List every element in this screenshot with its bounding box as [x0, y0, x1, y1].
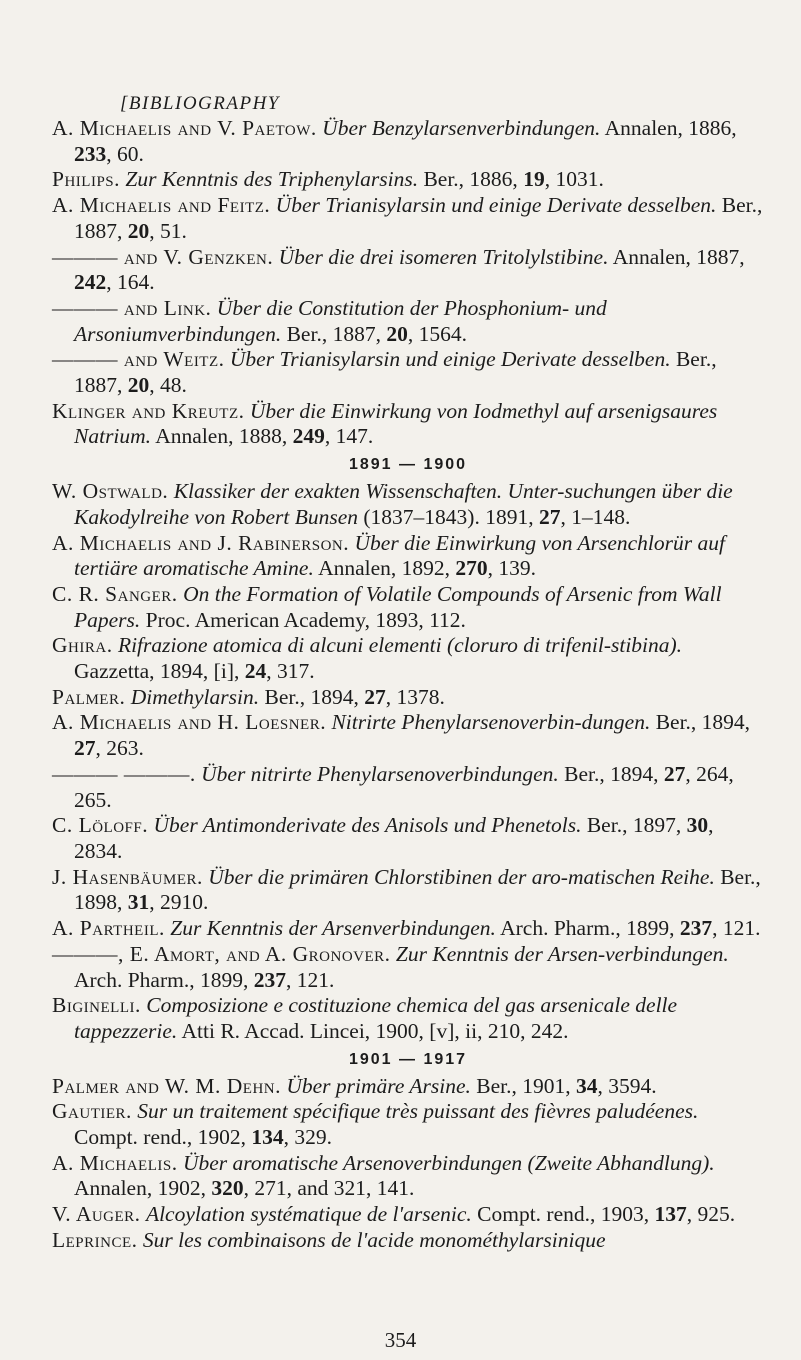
entry-author: Leprince. — [52, 1227, 138, 1252]
entry-volume: 320 — [211, 1176, 244, 1201]
entry-author: V. Auger. — [52, 1202, 141, 1227]
entry-pages: , 48. — [149, 373, 187, 398]
bibliography-entry — [52, 916, 764, 942]
entry-pages: , 1564. — [407, 321, 467, 346]
bibliography-entry — [52, 296, 764, 347]
entry-volume: 30 — [686, 813, 709, 838]
entry-author: J. Hasenbäumer. — [52, 864, 203, 889]
entry-pages: , 1031. — [544, 167, 604, 192]
entry-author: A. Michaelis and H. Loesner. — [52, 710, 327, 735]
entry-source: Ber., 1894, — [655, 710, 751, 735]
entry-source: Annalen, 1902, — [74, 1176, 212, 1201]
entry-pages: , 1–148. — [560, 504, 631, 529]
entry-volume: 237 — [679, 916, 713, 941]
entry-volume: 27 — [663, 761, 686, 786]
entry-author: ——— and Weitz. — [52, 347, 225, 372]
entry-title: Dimethylarsin. — [130, 684, 260, 709]
entry-author: C. Löloff. — [52, 813, 149, 838]
entry-volume: 270 — [455, 556, 488, 581]
entry-title: Alcoylation systématique de l'arsenic. — [145, 1202, 472, 1227]
entry-author: C. R. Sanger. — [52, 581, 178, 606]
entry-source: Ber., 1894, — [564, 761, 664, 786]
entry-title: Über die Einwirkung von Iodmethyl auf arsenigsaures Natrium. — [74, 398, 718, 449]
entry-title: Über Trianisylarsin und einige Derivate desselben. — [275, 193, 717, 218]
bibliography-entry — [52, 993, 764, 1044]
page-number: 354 — [384, 1328, 417, 1352]
entry-pages: , 925. — [686, 1202, 736, 1227]
entry-source: Annalen, 1886, — [604, 116, 737, 140]
entry-author: Ghira. — [52, 633, 113, 658]
entry-title: Über aromatische Arsenoverbindungen (Zweite Abhandlung). — [182, 1150, 715, 1175]
entry-author: A. Michaelis. — [52, 1150, 178, 1175]
entry-author: Palmer and W. M. Dehn. — [52, 1073, 281, 1098]
entry-pages: , 121. — [712, 916, 761, 941]
bibliography-entry — [52, 531, 764, 582]
entry-pages: , 2834. — [74, 813, 714, 863]
entry-pages: , 263. — [95, 736, 144, 761]
entry-author: Biginelli. — [52, 993, 141, 1018]
bibliography-entry — [52, 1074, 764, 1100]
entry-title: Sur un traitement spécifique très puissant des fièvres paludéenes. — [137, 1099, 699, 1124]
entry-author: A. Michaelis and J. Rabinerson. — [52, 530, 350, 555]
entry-volume: 27 — [74, 736, 96, 761]
running-head: [BIBLIOGRAPHY — [120, 93, 280, 114]
entry-title: Rifrazione atomica di alcuni elementi (cloruro di trifenil-stibina). — [117, 633, 683, 658]
entry-title: Klassiker der exakten Wissenschaften. Unter-suchungen über die Kakodylreihe von Robert Bunsen — [74, 479, 733, 529]
entry-title: Zur Kenntnis der Arsen-verbindungen. — [395, 941, 729, 966]
entry-source: Ber., 1897, — [586, 813, 687, 838]
entry-source: Ber., 1887, — [286, 321, 387, 346]
bibliography-entry — [52, 813, 764, 864]
period-heading: 1901 — 1917 — [348, 1050, 468, 1068]
entry-volume: 24 — [244, 659, 267, 684]
entry-pages: , 139. — [487, 556, 537, 581]
entry-volume: 137 — [654, 1202, 687, 1227]
bibliography-entry — [52, 193, 764, 244]
entry-source: Ber., 1887, — [74, 193, 763, 243]
entry-source: Gazzetta, 1894, [i], — [74, 659, 245, 684]
entry-source: Annalen, 1892, — [318, 556, 456, 581]
entry-title: Über Benzylarsenverbindungen. — [322, 116, 601, 140]
entry-pages: , 164. — [106, 270, 155, 295]
entry-source: Ber., 1894, — [264, 684, 365, 709]
bibliography-entry — [52, 1228, 764, 1254]
entry-volume: 134 — [251, 1125, 284, 1150]
bibliography-entry — [52, 1099, 764, 1150]
entry-author: ——— ———. — [52, 761, 196, 786]
entry-pages: , 121. — [286, 967, 335, 992]
bibliography-entry — [52, 582, 764, 633]
entry-volume: 31 — [127, 890, 150, 915]
bibliography-entry — [52, 865, 764, 916]
entry-source: Ber., 1886, — [423, 167, 524, 192]
entry-title: Zur Kenntnis des Triphenylarsins. — [125, 167, 419, 192]
entry-author: ——— and V. Genzken. — [52, 244, 274, 269]
entry-pages: , 2910. — [149, 890, 209, 915]
bibliography-entry — [52, 479, 764, 530]
entry-author: ——— and Link. — [52, 295, 212, 320]
entry-source: Atti R. Accad. Lincei, 1900, [v], ii, 210, 242. — [181, 1018, 569, 1043]
entry-title: Über Antimonderivate des Anisols und Phenetols. — [153, 813, 582, 838]
entry-author: Klinger and Kreutz. — [52, 398, 245, 423]
entry-author: A. Michaelis and Feitz. — [52, 193, 271, 218]
bibliography-list — [52, 116, 764, 1254]
entry-title: On the Formation of Volatile Compounds of Arsenic from Wall Papers. — [74, 581, 722, 632]
entry-volume: 237 — [253, 967, 286, 992]
entry-source: Ber., 1898, — [74, 864, 761, 915]
entry-volume: 34 — [576, 1073, 598, 1098]
bibliography-entry — [52, 347, 764, 398]
bibliography-entry — [52, 685, 764, 711]
entry-source: (1837–1843). 1891, — [363, 504, 539, 529]
entry-source: Annalen, 1888, — [155, 424, 293, 449]
entry-volume: 20 — [127, 218, 150, 243]
entry-source: Proc. American Academy, 1893, 112. — [145, 607, 466, 632]
entry-volume: 242 — [74, 270, 107, 295]
entry-title: Über nitrirte Phenylarsenoverbindungen. — [201, 761, 559, 786]
entry-volume: 249 — [292, 424, 325, 449]
entry-source: Arch. Pharm., 1899, — [74, 967, 254, 992]
entry-pages: , 3594. — [597, 1073, 657, 1098]
bibliography-entry — [52, 942, 764, 993]
entry-pages: , 317. — [266, 659, 315, 684]
entry-pages: , 271, and 321, 141. — [243, 1176, 415, 1201]
entry-pages: , 1378. — [385, 684, 445, 709]
entry-author: Philips. — [52, 167, 121, 192]
entry-source: Compt. rend., 1903, — [477, 1202, 655, 1227]
entry-author: W. Ostwald. — [52, 479, 169, 504]
bibliography-entry — [52, 1151, 764, 1202]
entry-pages: , 51. — [149, 218, 187, 243]
bibliography-entry — [52, 399, 764, 450]
entry-source: Ber., 1887, — [74, 347, 717, 398]
entry-volume: 27 — [538, 504, 561, 529]
entry-volume: 19 — [523, 167, 545, 192]
entry-volume: 233 — [74, 141, 107, 166]
bibliography-entry — [52, 245, 764, 296]
bibliography-entry — [52, 1202, 764, 1228]
entry-title: Composizione e costituzione chemica del gas arsenicale delle tappezzerie. — [74, 993, 678, 1043]
entry-source: Ber., 1901, — [476, 1073, 577, 1098]
bibliography-entry — [52, 167, 764, 193]
entry-author: Gautier. — [52, 1099, 132, 1124]
bibliography-entry — [52, 762, 764, 813]
entry-author: ———, E. Amort, and A. Gronover. — [52, 941, 391, 966]
bibliography-entry — [52, 116, 764, 167]
entry-title: Sur les combinaisons de l'acide monométhylarsinique — [142, 1227, 606, 1252]
entry-volume: 27 — [364, 684, 386, 709]
entry-title: Über primäre Arsine. — [286, 1073, 471, 1098]
entry-title: Über die Einwirkung von Arsenchlorür auf tertiäre aromatische Amine. — [74, 530, 725, 581]
entry-pages: , 264, 265. — [74, 761, 734, 812]
entry-source: Arch. Pharm., 1899, — [500, 916, 680, 941]
period-heading: 1891 — 1900 — [348, 456, 468, 474]
entry-author: A. Partheil. — [52, 916, 165, 941]
entry-title: Nitrirte Phenylarsenoverbin-dungen. — [331, 710, 651, 735]
entry-volume: 20 — [386, 321, 408, 346]
entry-pages: , 329. — [283, 1125, 332, 1150]
entry-title: Über die primären Chlorstibinen der aro-matischen Reihe. — [208, 864, 715, 889]
entry-title: Zur Kenntnis der Arsenverbindungen. — [170, 916, 496, 941]
entry-pages: , 147. — [324, 424, 374, 449]
entry-source: Compt. rend., 1902, — [74, 1125, 252, 1150]
bibliography-entry — [52, 633, 764, 684]
entry-title: Über Trianisylarsin und einige Derivate desselben. — [229, 347, 671, 372]
entry-title: Über die Constitution der Phosphonium- und Arsoniumverbindungen. — [74, 295, 607, 346]
entry-title: Über die drei isomeren Tritolylstibine. — [278, 244, 609, 269]
entry-volume: 20 — [127, 373, 150, 398]
entry-source: Annalen, 1887, — [612, 244, 745, 269]
entry-author: Palmer. — [52, 684, 126, 709]
bibliography-entry — [52, 710, 764, 761]
entry-author: A. Michaelis and V. Paetow. — [52, 116, 317, 140]
entry-pages: , 60. — [106, 141, 144, 166]
